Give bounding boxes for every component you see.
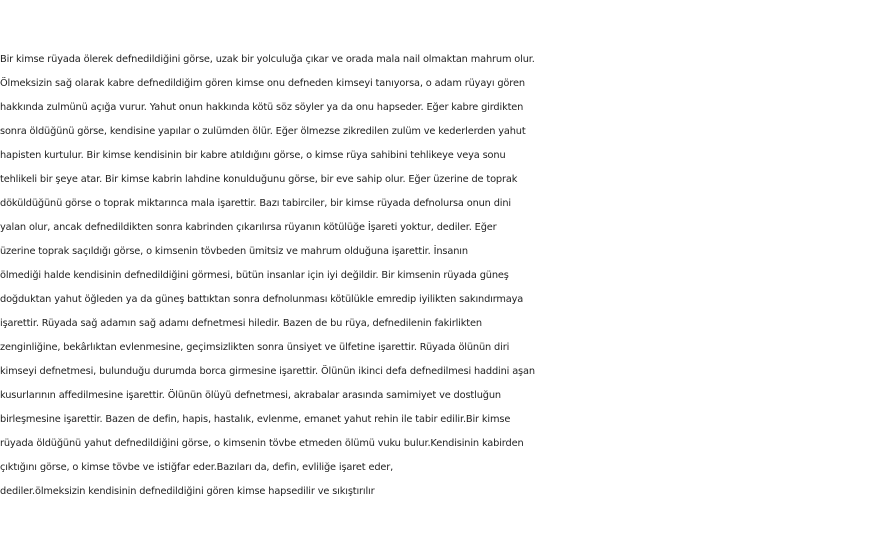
article-line: zenginliğine, bekârlıktan evlenmesine, geçimsizlikten sonra ünsiyet ve ülfetine işarettir. Rüyada ölünün diri <box>0 342 510 353</box>
article-line: kimseyi defnetmesi, bulunduğu durumda borca girmesine işarettir. Ölünün ikinci defa defnedilmesi haddini aşan <box>0 366 535 377</box>
article-line: doğduktan yahut öğleden ya da güneş battıktan sonra defnolunması kötülükle emredip iyilikten sakındırmaya <box>0 294 524 305</box>
article-body <box>0 48 880 504</box>
article-line: hapisten kurtulur. Bir kimse kendisinin bir kabre atıldığını görse, o kimse rüya sahibini tehlikeye veya sonu <box>0 150 506 161</box>
article-line: rüyada öldüğünü yahut defnedildiğini görse, o kimsenin tövbe etmeden ölümü vuku bulur.Kendisinin kabirden <box>0 438 524 449</box>
article-line: hakkında zulmünü açığa vurur. Yahut onun hakkında kötü söz söyler ya da onu hapseder. Eğer kabre girdikten <box>0 102 524 113</box>
article-line: Bir kimse rüyada ölerek defnedildiğini görse, uzak bir yolculuğa çıkar ve orada mala nail olmaktan mahrum olur. <box>0 54 535 65</box>
article-line: işarettir. Rüyada sağ adamın sağ adamı defnetmesi hiledir. Bazen de bu rüya, defnedilenin fakirlikten <box>0 318 482 329</box>
article-line: üzerine toprak saçıldığı görse, o kimsenin tövbeden ümitsiz ve mahrum olduğuna işarettir. İnsanın <box>0 246 468 257</box>
article-line: yalan olur, ancak defnedildikten sonra kabrinden çıkarılırsa rüyanın kötülüğe İşareti yoktur, dediler. Eğer <box>0 222 497 233</box>
article-line: dediler.ölmeksizin kendisinin defnedildiğini gören kimse hapsedilir ve sıkıştırılır <box>0 486 375 497</box>
article-line: ölmediği halde kendisinin defnedildiğini görmesi, bütün insanlar için iyi değildir. Bir kimsenin rüyada güneş <box>0 270 509 281</box>
article-line: kusurlarının affedilmesine işarettir. Ölünün ölüyü defnetmesi, akrabalar arasında samimiyet ve dostluğun <box>0 390 501 401</box>
article-line: Ölmeksizin sağ olarak kabre defnedildiğim gören kimse onu defneden kimseyi tanıyorsa, o adam rüyayı gören <box>0 78 525 89</box>
article-line: döküldüğünü görse o toprak miktarınca mala işarettir. Bazı tabirciler, bir kimse rüyada defnolursa onun dini <box>0 198 511 209</box>
article-line: sonra öldüğünü görse, kendisine yapılar o zulümden ölür. Eğer ölmezse zikredilen zulüm ve kederlerden yahut <box>0 126 526 137</box>
article-line: birleşmesine işarettir. Bazen de defin, hapis, hastalık, evlenme, emanet yahut rehin ile tabir edilir.Bir kimse <box>0 414 511 425</box>
article-line: çıktığını görse, o kimse tövbe ve istiğfar eder.Bazıları da, defin, evliliğe işaret eder, <box>0 462 394 473</box>
article-line: tehlikeli bir şeye atar. Bir kimse kabrin lahdine konulduğunu görse, bir eve sahip olur. Eğer üzerine de toprak <box>0 174 518 185</box>
